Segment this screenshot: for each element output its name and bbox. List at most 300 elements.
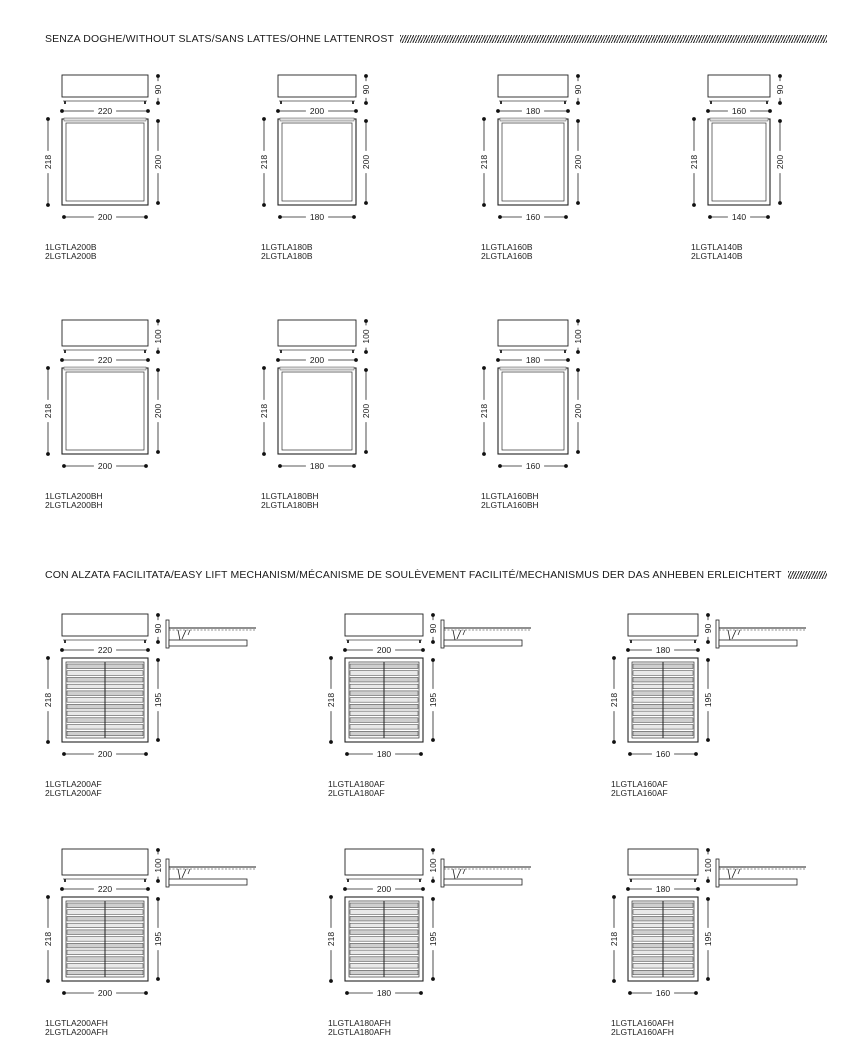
dimension-end-dot — [419, 752, 423, 756]
outer-width-dimension: 180 — [655, 884, 671, 894]
dimension-end-dot — [329, 656, 333, 660]
lift-arm — [732, 630, 736, 639]
front-view — [60, 74, 163, 116]
outer-width-dimension: 220 — [97, 106, 113, 116]
dimension-end-dot — [329, 740, 333, 744]
lift-arm — [738, 630, 740, 635]
headboard-top-edge — [280, 367, 354, 370]
dimension-end-dot — [576, 319, 580, 323]
product-code: 2LGTLA200AF — [45, 788, 102, 798]
dimension-end-dot — [262, 452, 266, 456]
headboard-top-edge — [710, 118, 768, 121]
foot — [564, 350, 566, 353]
inner-length-dimension: 200 — [573, 154, 583, 170]
side-base — [719, 640, 797, 646]
dimension-end-dot — [146, 887, 150, 891]
dimension-end-dot — [766, 215, 770, 219]
side-view-lift-mechanism — [441, 859, 531, 887]
hatch-line — [400, 35, 827, 43]
dimension-end-dot — [156, 450, 160, 454]
lift-arm — [728, 630, 730, 640]
lift-arm — [182, 630, 186, 639]
lift-arm — [453, 630, 455, 640]
inner-length-dimension: 195 — [703, 931, 713, 947]
dimension-end-dot — [62, 991, 66, 995]
frame-outer — [62, 368, 148, 454]
front-view — [343, 848, 438, 894]
dimension-end-dot — [156, 658, 160, 662]
dimension-end-dot — [262, 117, 266, 121]
dimension-end-dot — [278, 215, 282, 219]
headboard-panel — [62, 614, 148, 636]
headboard-top-edge — [500, 367, 566, 370]
outer-width-dimension: 220 — [97, 355, 113, 365]
dimension-end-dot — [276, 358, 280, 362]
inner-length-dimension: 195 — [703, 692, 713, 708]
height-dimension: 100 — [153, 329, 163, 344]
length-dimension: 218 — [479, 403, 489, 419]
dimension-end-dot — [768, 109, 772, 113]
foot — [694, 640, 696, 643]
foot — [64, 101, 66, 104]
length-dimension: 218 — [43, 154, 53, 170]
height-dimension: 90 — [775, 84, 785, 95]
headboard-panel — [345, 614, 423, 636]
top-view — [43, 656, 163, 759]
lift-arm — [178, 869, 180, 879]
dimension-end-dot — [576, 101, 580, 105]
section-title-without-slats — [45, 33, 827, 45]
side-view-lift-mechanism — [166, 620, 256, 648]
dimension-end-dot — [706, 640, 710, 644]
top-view — [43, 366, 163, 471]
lift-arm — [188, 630, 190, 635]
inner-width-dimension: 160 — [525, 461, 541, 471]
dimension-end-dot — [498, 215, 502, 219]
headboard-top-edge — [64, 118, 146, 121]
side-base — [169, 640, 247, 646]
height-dimension: 90 — [153, 84, 163, 95]
side-headboard — [166, 859, 169, 887]
dimension-end-dot — [496, 109, 500, 113]
front-view — [626, 613, 713, 655]
dimension-end-dot — [696, 887, 700, 891]
dimension-end-dot — [46, 452, 50, 456]
dimension-end-dot — [352, 215, 356, 219]
dimension-end-dot — [343, 648, 347, 652]
length-dimension: 218 — [259, 154, 269, 170]
foot — [347, 879, 349, 882]
hatch-line — [788, 571, 827, 579]
product-codes — [45, 780, 102, 798]
height-dimension: 90 — [703, 623, 713, 634]
height-dimension: 100 — [573, 329, 583, 344]
product-code: 2LGTLA200BH — [45, 500, 103, 510]
dimension-end-dot — [156, 368, 160, 372]
length-dimension: 218 — [609, 692, 619, 708]
foot — [64, 879, 66, 882]
product-code: 1LGTLA160AF — [611, 779, 668, 789]
dimension-end-dot — [496, 358, 500, 362]
dimension-end-dot — [628, 752, 632, 756]
length-dimension: 218 — [689, 154, 699, 170]
foot — [347, 640, 349, 643]
dimension-end-dot — [354, 109, 358, 113]
foot — [500, 350, 502, 353]
dimension-end-dot — [60, 887, 64, 891]
dimension-end-dot — [482, 366, 486, 370]
headboard-panel — [278, 75, 356, 97]
dimension-end-dot — [566, 109, 570, 113]
dimension-end-dot — [156, 738, 160, 742]
dimension-end-dot — [60, 109, 64, 113]
dimension-end-dot — [364, 74, 368, 78]
outer-width-dimension: 200 — [376, 645, 392, 655]
section-title-text: SENZA DOGHE/WITHOUT SLATS/SANS LATTES/OHNE LATTENROST — [45, 33, 395, 45]
dimension-end-dot — [146, 358, 150, 362]
lift-arm — [732, 869, 736, 878]
dimension-end-dot — [156, 201, 160, 205]
length-dimension: 218 — [326, 931, 336, 947]
length-dimension: 218 — [326, 692, 336, 708]
dimension-end-dot — [144, 991, 148, 995]
height-dimension: 90 — [573, 84, 583, 95]
dimension-end-dot — [156, 613, 160, 617]
dimension-end-dot — [626, 648, 630, 652]
headboard-panel — [62, 75, 148, 97]
dimension-end-dot — [706, 879, 710, 883]
bed-drawing — [259, 320, 498, 520]
bed-drawing — [43, 320, 282, 520]
dimension-end-dot — [708, 215, 712, 219]
headboard-panel — [62, 849, 148, 875]
inner-width-dimension: 180 — [376, 988, 392, 998]
product-code: 1LGTLA180B — [261, 242, 313, 252]
headboard-panel — [345, 849, 423, 875]
dimension-end-dot — [276, 109, 280, 113]
dimension-end-dot — [144, 215, 148, 219]
foot — [352, 350, 354, 353]
dimension-end-dot — [628, 991, 632, 995]
dimension-end-dot — [431, 613, 435, 617]
dimension-end-dot — [364, 450, 368, 454]
product-code: 2LGTLA180AFH — [328, 1027, 391, 1037]
inner-width-dimension: 180 — [376, 749, 392, 759]
top-view — [43, 895, 163, 998]
dimension-end-dot — [156, 350, 160, 354]
frame-outer — [278, 119, 356, 205]
front-view — [60, 613, 163, 655]
height-dimension: 90 — [428, 623, 438, 634]
inner-length-dimension: 200 — [573, 403, 583, 419]
dimension-end-dot — [156, 640, 160, 644]
inner-length-dimension: 200 — [775, 154, 785, 170]
dimension-end-dot — [431, 738, 435, 742]
inner-width-dimension: 200 — [97, 212, 113, 222]
dimension-end-dot — [146, 109, 150, 113]
lift-arm — [738, 869, 740, 874]
front-view — [276, 74, 371, 116]
product-code: 1LGTLA180AFH — [328, 1018, 391, 1028]
foot — [352, 101, 354, 104]
height-dimension: 100 — [153, 858, 163, 873]
side-headboard — [441, 859, 444, 887]
height-dimension: 90 — [153, 623, 163, 634]
product-code: 2LGTLA140B — [691, 251, 743, 261]
side-base — [719, 879, 797, 885]
side-base — [444, 640, 522, 646]
dimension-end-dot — [46, 656, 50, 660]
length-dimension: 218 — [43, 403, 53, 419]
height-dimension: 90 — [361, 84, 371, 95]
dimension-end-dot — [576, 74, 580, 78]
inner-width-dimension: 160 — [655, 749, 671, 759]
dimension-end-dot — [46, 740, 50, 744]
length-dimension: 218 — [43, 931, 53, 947]
product-codes — [328, 1019, 391, 1037]
dimension-end-dot — [576, 201, 580, 205]
frame-outer — [278, 368, 356, 454]
headboard-panel — [278, 320, 356, 346]
dimension-end-dot — [354, 358, 358, 362]
outer-width-dimension: 200 — [309, 355, 325, 365]
dimension-end-dot — [706, 977, 710, 981]
dimension-end-dot — [46, 895, 50, 899]
top-view — [326, 656, 438, 759]
dimension-end-dot — [612, 740, 616, 744]
headboard-panel — [628, 614, 698, 636]
inner-length-dimension: 195 — [153, 692, 163, 708]
inner-length-dimension: 195 — [153, 931, 163, 947]
lift-arm — [453, 869, 455, 879]
dimension-end-dot — [156, 848, 160, 852]
dimension-end-dot — [329, 895, 333, 899]
dimension-end-dot — [345, 752, 349, 756]
dimension-end-dot — [62, 464, 66, 468]
headboard-panel — [498, 75, 568, 97]
foot — [144, 879, 146, 882]
product-codes — [481, 492, 539, 510]
foot — [694, 879, 696, 882]
side-base — [169, 879, 247, 885]
lift-arm — [728, 869, 730, 879]
dimension-end-dot — [156, 101, 160, 105]
product-code: 1LGTLA200AFH — [45, 1018, 108, 1028]
dimension-end-dot — [706, 897, 710, 901]
dimension-end-dot — [778, 101, 782, 105]
dimension-end-dot — [706, 738, 710, 742]
dimension-end-dot — [706, 109, 710, 113]
foot — [144, 350, 146, 353]
dimension-end-dot — [352, 464, 356, 468]
dimension-end-dot — [345, 991, 349, 995]
dimension-end-dot — [60, 648, 64, 652]
dimension-end-dot — [694, 991, 698, 995]
dimension-end-dot — [46, 117, 50, 121]
dimension-end-dot — [612, 979, 616, 983]
length-dimension: 218 — [43, 692, 53, 708]
dimension-end-dot — [612, 895, 616, 899]
dimension-end-dot — [778, 201, 782, 205]
dimension-end-dot — [156, 74, 160, 78]
dimension-end-dot — [431, 977, 435, 981]
headboard-panel — [498, 320, 568, 346]
lift-arm — [457, 630, 461, 639]
dimension-end-dot — [576, 368, 580, 372]
product-code: 2LGTLA200B — [45, 251, 97, 261]
dimension-end-dot — [262, 203, 266, 207]
dimension-end-dot — [62, 752, 66, 756]
headboard-panel — [708, 75, 770, 97]
dimension-end-dot — [364, 119, 368, 123]
dimension-end-dot — [612, 656, 616, 660]
outer-width-dimension: 180 — [525, 355, 541, 365]
product-code: 1LGTLA140B — [691, 242, 743, 252]
inner-length-dimension: 195 — [428, 931, 438, 947]
product-codes — [45, 492, 103, 510]
inner-width-dimension: 160 — [655, 988, 671, 998]
headboard-top-edge — [64, 367, 146, 370]
dimension-end-dot — [482, 203, 486, 207]
inner-width-dimension: 180 — [309, 212, 325, 222]
dimension-end-dot — [706, 613, 710, 617]
dimension-end-dot — [431, 897, 435, 901]
dimension-end-dot — [364, 101, 368, 105]
foot — [419, 640, 421, 643]
foot — [64, 350, 66, 353]
dimension-end-dot — [156, 319, 160, 323]
dimension-end-dot — [144, 464, 148, 468]
outer-width-dimension: 220 — [97, 645, 113, 655]
dimension-end-dot — [343, 887, 347, 891]
front-view — [626, 848, 713, 894]
top-view — [43, 117, 163, 222]
foot — [280, 350, 282, 353]
front-view — [60, 319, 163, 365]
height-dimension: 100 — [361, 329, 371, 344]
length-dimension: 218 — [479, 154, 489, 170]
outer-width-dimension: 180 — [525, 106, 541, 116]
dimension-end-dot — [694, 752, 698, 756]
dimension-end-dot — [564, 464, 568, 468]
dimension-end-dot — [778, 119, 782, 123]
outer-width-dimension: 200 — [309, 106, 325, 116]
dimension-end-dot — [431, 848, 435, 852]
lift-arm — [182, 869, 186, 878]
dimension-end-dot — [146, 648, 150, 652]
lift-arm — [178, 630, 180, 640]
foot — [630, 879, 632, 882]
frame-outer — [498, 368, 568, 454]
top-view — [609, 895, 713, 998]
product-code: 2LGTLA180B — [261, 251, 313, 261]
dimension-end-dot — [46, 203, 50, 207]
dimension-end-dot — [564, 215, 568, 219]
dimension-end-dot — [364, 319, 368, 323]
dimension-end-dot — [696, 648, 700, 652]
dimension-end-dot — [431, 879, 435, 883]
dimension-end-dot — [706, 658, 710, 662]
top-view — [609, 656, 713, 759]
dimension-end-dot — [156, 977, 160, 981]
product-codes — [611, 1019, 674, 1037]
foot — [144, 101, 146, 104]
product-code: 2LGTLA200AFH — [45, 1027, 108, 1037]
dimension-end-dot — [576, 119, 580, 123]
dimension-end-dot — [262, 366, 266, 370]
dimension-end-dot — [60, 358, 64, 362]
headboard-top-edge — [500, 118, 566, 121]
top-view — [326, 895, 438, 998]
side-view-lift-mechanism — [716, 859, 806, 887]
product-codes — [45, 1019, 108, 1037]
side-view-lift-mechanism — [166, 859, 256, 887]
front-view — [60, 848, 163, 894]
side-base — [444, 879, 522, 885]
dimension-end-dot — [156, 119, 160, 123]
dimension-end-dot — [482, 117, 486, 121]
foot — [564, 101, 566, 104]
dimension-end-dot — [364, 201, 368, 205]
side-headboard — [716, 620, 719, 648]
dimension-end-dot — [62, 215, 66, 219]
height-dimension: 100 — [428, 858, 438, 873]
inner-width-dimension: 200 — [97, 461, 113, 471]
inner-length-dimension: 195 — [428, 692, 438, 708]
product-code: 2LGTLA160AFH — [611, 1027, 674, 1037]
foot — [144, 640, 146, 643]
product-codes — [261, 492, 319, 510]
outer-width-dimension: 180 — [655, 645, 671, 655]
headboard-panel — [628, 849, 698, 875]
headboard-panel — [62, 320, 148, 346]
product-codes — [328, 780, 385, 798]
dimension-end-dot — [576, 450, 580, 454]
dimension-end-dot — [421, 648, 425, 652]
frame-outer — [708, 119, 770, 205]
foot — [500, 101, 502, 104]
dimension-end-dot — [364, 368, 368, 372]
inner-length-dimension: 200 — [361, 154, 371, 170]
height-dimension: 100 — [703, 858, 713, 873]
lift-arm — [457, 869, 461, 878]
foot — [710, 101, 712, 104]
section-title-easy-lift — [45, 569, 827, 581]
lift-arm — [463, 630, 465, 635]
dimension-end-dot — [431, 640, 435, 644]
bed-drawing — [479, 320, 718, 520]
front-view — [343, 613, 438, 655]
product-code: 2LGTLA180BH — [261, 500, 319, 510]
length-dimension: 218 — [609, 931, 619, 947]
dimension-end-dot — [364, 350, 368, 354]
section-title-text: CON ALZATA FACILITATA/EASY LIFT MECHANISM/MÉCANISME DE SOULÈVEMENT FACILITÉ/MECHANISMUS DER DAS ANHEBEN ERLEICHTERT — [45, 569, 782, 581]
side-headboard — [441, 620, 444, 648]
dimension-end-dot — [46, 979, 50, 983]
inner-length-dimension: 200 — [361, 403, 371, 419]
inner-width-dimension: 200 — [97, 988, 113, 998]
front-view — [496, 74, 583, 116]
product-code: 1LGTLA200BH — [45, 491, 103, 501]
product-code: 1LGTLA160BH — [481, 491, 539, 501]
dimension-end-dot — [156, 879, 160, 883]
product-codes — [45, 243, 97, 261]
dimension-end-dot — [46, 366, 50, 370]
dimension-end-dot — [421, 887, 425, 891]
length-dimension: 218 — [259, 403, 269, 419]
product-codes — [481, 243, 533, 261]
dimension-end-dot — [278, 464, 282, 468]
